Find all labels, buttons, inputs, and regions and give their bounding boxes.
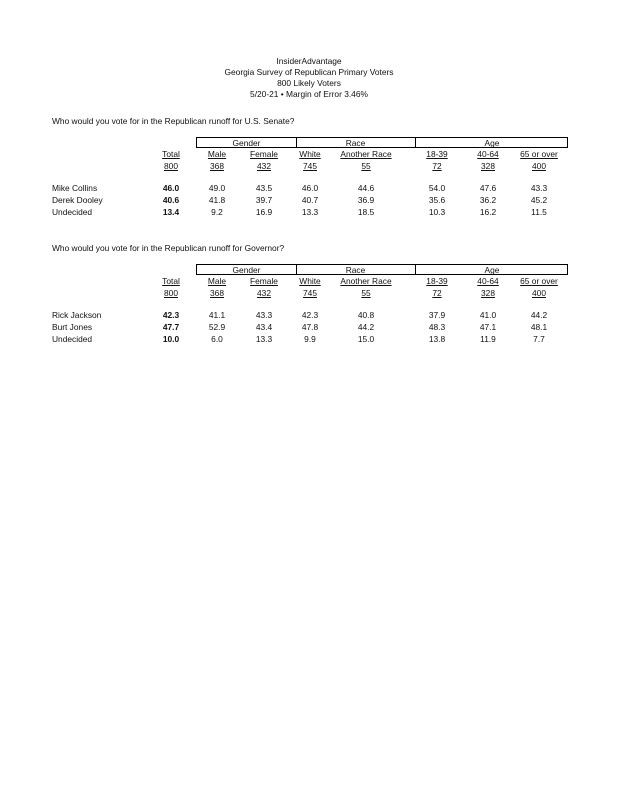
group-label-race: Race — [345, 265, 366, 275]
row-label: Rick Jackson — [52, 310, 102, 320]
total-value: 46.0 — [162, 183, 180, 193]
column-base: 368 — [210, 161, 224, 171]
question-text: Who would you vote for in the Republican runoff for Governor? — [52, 243, 285, 253]
column-header: White — [299, 149, 321, 159]
column-header: Male — [207, 149, 227, 159]
cell-value: 11.9 — [480, 334, 496, 344]
cell-value: 6.0 — [211, 334, 223, 344]
cell-value: 48.1 — [530, 322, 548, 332]
column-header: Female — [250, 149, 278, 159]
row-label: Mike Collins — [52, 183, 98, 193]
cell-value: 40.7 — [301, 195, 319, 205]
cell-value: 36.9 — [357, 195, 375, 205]
cell-value: 40.8 — [357, 310, 375, 320]
cell-value: 52.9 — [208, 322, 226, 332]
column-header: 65 or over — [520, 149, 558, 159]
cell-value: 43.5 — [255, 183, 273, 193]
column-base: 800 — [164, 288, 178, 298]
column-header: Total — [162, 276, 180, 286]
cell-value: 36.2 — [479, 195, 497, 205]
cell-value: 13.3 — [255, 334, 273, 344]
column-header: 65 or over — [520, 276, 558, 286]
cell-value: 42.3 — [301, 310, 319, 320]
column-base: 800 — [164, 161, 178, 171]
column-base: 55 — [361, 288, 371, 298]
cell-value: 37.9 — [428, 310, 446, 320]
column-base: 328 — [481, 288, 495, 298]
column-base: 368 — [210, 288, 224, 298]
column-base: 745 — [303, 288, 317, 298]
column-base: 400 — [532, 288, 546, 298]
column-base: 400 — [532, 161, 546, 171]
survey-title: Georgia Survey of Republican Primary Voters — [224, 67, 394, 77]
dates-margin-of-error: 5/20-21 • Margin of Error 3.46% — [250, 89, 368, 99]
cell-value: 18.5 — [357, 207, 375, 217]
total-value: 13.4 — [162, 207, 180, 217]
cell-value: 16.9 — [255, 207, 273, 217]
column-header: Male — [207, 276, 227, 286]
cell-value: 39.7 — [255, 195, 273, 205]
column-header: Another Race — [340, 276, 392, 286]
cell-value: 41.1 — [208, 310, 226, 320]
cell-value: 13.3 — [301, 207, 319, 217]
column-header: 18-39 — [426, 276, 448, 286]
cell-value: 11.5 — [531, 207, 547, 217]
group-header-box — [196, 264, 568, 275]
cell-value: 41.0 — [479, 310, 497, 320]
sample-size: 800 Likely Voters — [277, 78, 341, 88]
column-base: 328 — [481, 161, 495, 171]
total-value: 40.6 — [162, 195, 180, 205]
total-value: 47.7 — [162, 322, 180, 332]
column-base: 72 — [432, 288, 442, 298]
cell-value: 47.8 — [301, 322, 319, 332]
cell-value: 44.2 — [357, 322, 375, 332]
cell-value: 15.0 — [357, 334, 375, 344]
cell-value: 35.6 — [428, 195, 446, 205]
org-name: InsiderAdvantage — [276, 56, 342, 66]
group-label-gender: Gender — [232, 138, 261, 148]
cell-value: 46.0 — [301, 183, 319, 193]
column-base: 432 — [257, 288, 271, 298]
group-label-age: Age — [484, 138, 500, 148]
row-label: Undecided — [52, 334, 93, 344]
total-value: 10.0 — [162, 334, 180, 344]
total-value: 42.3 — [162, 310, 180, 320]
cell-value: 43.3 — [530, 183, 548, 193]
column-base: 55 — [361, 161, 371, 171]
group-label-age: Age — [484, 265, 500, 275]
cell-value: 7.7 — [533, 334, 545, 344]
column-base: 432 — [257, 161, 271, 171]
column-header: 40-64 — [477, 149, 499, 159]
cell-value: 49.0 — [208, 183, 226, 193]
cell-value: 47.6 — [479, 183, 497, 193]
cell-value: 10.3 — [428, 207, 446, 217]
column-header: Female — [250, 276, 278, 286]
column-header: Total — [162, 149, 180, 159]
question-text: Who would you vote for in the Republican runoff for U.S. Senate? — [52, 116, 295, 126]
row-label: Undecided — [52, 207, 93, 217]
column-base: 72 — [432, 161, 442, 171]
cell-value: 9.9 — [304, 334, 316, 344]
cell-value: 43.3 — [255, 310, 273, 320]
cell-value: 44.6 — [357, 183, 375, 193]
group-label-gender: Gender — [232, 265, 261, 275]
row-label: Burt Jones — [52, 322, 93, 332]
cell-value: 47.1 — [479, 322, 497, 332]
cell-value: 48.3 — [428, 322, 446, 332]
cell-value: 45.2 — [530, 195, 548, 205]
column-base: 745 — [303, 161, 317, 171]
cell-value: 16.2 — [479, 207, 497, 217]
column-header: 40-64 — [477, 276, 499, 286]
row-label: Derek Dooley — [52, 195, 103, 205]
column-header: White — [299, 276, 321, 286]
column-header: Another Race — [340, 149, 392, 159]
column-header: 18-39 — [426, 149, 448, 159]
cell-value: 44.2 — [530, 310, 548, 320]
cell-value: 54.0 — [428, 183, 446, 193]
cell-value: 41.8 — [208, 195, 226, 205]
cell-value: 13.8 — [428, 334, 446, 344]
group-label-race: Race — [345, 138, 366, 148]
cell-value: 9.2 — [211, 207, 223, 217]
cell-value: 43.4 — [255, 322, 273, 332]
group-header-box — [196, 137, 568, 148]
